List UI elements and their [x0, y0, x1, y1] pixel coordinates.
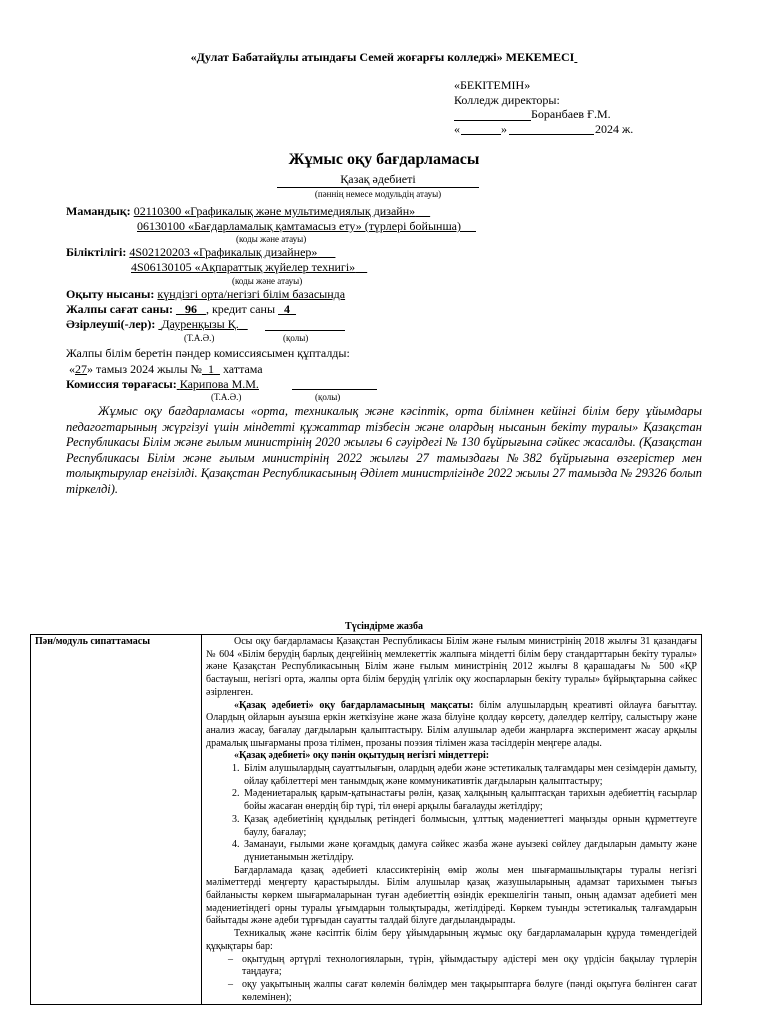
qualification-caption: (коды және атауы) — [232, 276, 303, 286]
tasks-heading: «Қазақ әдебиеті» оқу пәнін оқытудың негізгі міндеттері: — [234, 750, 490, 762]
hours-row: Жалпы сағат саны: 96 , кредит саны 4 — [66, 302, 291, 316]
list-item: 3. Қазақ әдебиетінің құндылық ретіндегі болмысын, ұлттық мәдениеттегі маңызды орнын құрметтеуге баулу, бағалау; — [242, 814, 697, 839]
director-name: Боранбаев Ғ.М. — [531, 107, 611, 121]
list-item: – оқу уақытының жалпы сағат көлемін бөлімдер мен тақырыптарға бөлуге (пәнді оқытуға бөлінген сағат көлемінен); — [228, 979, 697, 1004]
paragraph-rights: Техникалық және кәсіптік білім беру ұйымдарының жұмыс оқу бағдарламаларын құруда төмендегідей құқықтары бар: — [206, 928, 697, 952]
qualification-row-2: 4S06130105 «Ақпараттық жүйелер технигі» — [131, 260, 356, 274]
study-form-row: Оқыту нысаны: күндізгі орта/негізгі білім базасында — [66, 287, 346, 301]
specialty-caption: (коды және атауы) — [236, 234, 307, 244]
approve-date-close: » — [501, 122, 507, 136]
list-item: 1. Білім алушылардың сауаттылығын, олардың әдеби және эстетикалық талғамдары мен сезімдерін дамыту, ойлау қабілеттері мен танымдық және коммуникативтік дағдыларын қалыптастыру; — [242, 763, 697, 788]
approve-title: «БЕКІТЕМІН» — [454, 78, 531, 92]
qualification-row-1: Біліктілігі: 4S02120203 «Графикалық дизайнер» — [66, 245, 318, 259]
paragraph-basis: Осы оқу бағдарламасы Қазақстан Республикасы Білім және ғылым министрінің 2018 жылғы 31 қазандағы № 604 «Білім берудің барлық деңгейінің мемлекеттік жалпыға міндетті білім беру стандарттарын бекіту туралы» және Қазақстан Республикасының Білім және ғылым министрінің 2012 жылғы 8 қарашадағы № 500 «ҚР бастауыш, негізгі орта, жалпы орта білім берудің үлгілік оқу жоспарларын бекіту туралы» бұйрықтарына сәйкес әзірленген. — [206, 636, 697, 698]
developer-name-caption: (Т.А.Ә.) — [184, 333, 215, 343]
developer-sign-caption: (қолы) — [283, 333, 309, 343]
tasks-list — [206, 763, 697, 865]
chair-signature-line — [292, 389, 377, 390]
subject-underline — [277, 187, 479, 188]
table-content-cell — [202, 635, 702, 1005]
college-name: «Дулат Бабатайұлы атындағы Семей жоғарғы колледжі» МЕКЕМЕСІ — [190, 50, 575, 64]
approve-year: 2024 ж. — [595, 122, 634, 136]
approve-date-open: « — [454, 122, 460, 136]
rights-list — [206, 954, 697, 1005]
document-title: Жұмыс оқу бағдарламасы — [288, 151, 480, 168]
date-month-line — [509, 134, 594, 135]
paragraph-goal: «Қазақ әдебиеті» оқу бағдарламасының мақсаты: білім алушылардың креативті ойлауға бағыттау. Олардың ойларын ауызша еркін жеткізуіне және жаза білуіне қолдау көрсету, дәлелдер келтіру, салыстыру және анализ жасау, бағалау дағдыларын қалыптастыру. Білім алушылар әдеби жанрларға эксперимент жасау арқылы драмалық шығарманы проза тілімен, прозаны поэзия тілімен жаза тәсілдерін меңгере алады. — [206, 699, 697, 749]
specialty-row-1: Мамандық: 02110300 «Графикалық және мультимедиялық дизайн» — [66, 204, 416, 218]
subject-name: Қазақ әдебиеті — [340, 172, 416, 186]
list-item: 4. Заманауи, ғылыми және қоғамдық дамуға сәйкес жазба және ауызекі сөйлеу дағдыларын дамыту және дүниетанымын жетілдіру. — [242, 839, 697, 864]
table-left-header: Пән/модуль сипаттамасы — [31, 635, 202, 1005]
list-item: 2. Мәдениетаралық қарым-қатынастағы рөлін, қазақ халқының қалыптасқан тарихын әдебиеттің ғасырлар бойы жасаған өнердің бір түрі, тіл өнері арқылы бағалауды жетілдіру; — [242, 788, 697, 813]
date-day-line — [461, 134, 501, 135]
intro-paragraph: Жұмыс оқу бағдарламасы «орта, техникалық және кәсіптік, орта білімнен кейінгі білім беру ұйымдары педагогтарының жүргізуі үшін міндетті құжаттар тізбесін және олардың нысанын бекіту туралы» Қазақстан Республикасы Білім және ғылым министрінің 2020 жылғы 6 сәуірдегі № 130 бұйрығына сәйкес жасалды. (Қазақстан Республикасы Білім және ғылым министрінің 2022 жылғы 27 тамыздағы №382 бұйрығына өзгерістер мен толықтырулар енгізілді. Қазақстан Республикасының Әділет министрлігінде 2022 жылы 27 тамызда № 29326 болып тіркелді). — [66, 404, 703, 496]
commission-chair-row: Комиссия төрағасы: Карипова М.М. — [66, 377, 259, 391]
explanatory-title: Түсіндірме жазба — [345, 621, 423, 632]
commission-agreed: Жалпы білім беретін пәндер комиссиясымен құпталды: — [66, 346, 350, 360]
approve-position: Колледж директоры: — [454, 93, 560, 107]
signature-line — [454, 120, 531, 121]
paragraph-program: Бағдарламада қазақ әдебиеті классиктерінің өмір жолы мен шығармашылықтары туралы негізгі мәліметтерді меңгерту қарастырылды. Білім алушылар қазақ жазушыларының адамзат тарихымен тығыз байланысты көркем шығармаларынан туған әдебиеттің өзіндік ерекшелігін танып, оның адамзат әдебиеті мен мәдениетіндегі орны туралы ұғымдарын толықтырады, жетілдіреді. Көркем туынды эстетикалық талғамдарын байытады және әдеби тұрғыдан сауатты талдай білуге дағдыландырады. — [206, 864, 697, 927]
subject-caption: (пәннің немесе модульдің атауы) — [314, 189, 442, 199]
developer-row: Әзірлеуші(-лер): Дауренқызы Қ. — [66, 317, 239, 331]
commission-date-row: «27» тамыз 2024 жылы № 1 хаттама — [69, 362, 263, 376]
developer-signature-line — [265, 330, 345, 331]
chair-name-caption: (Т.А.Ә.) — [211, 392, 242, 402]
list-item: – оқытудың әртүрлі технологияларын, түрін, ұйымдастыру әдістері мен оқу үрдісін бақылау түрлерін таңдауға; — [228, 954, 697, 979]
specialty-row-2: 06130100 «Бағдарламалық қамтамасыз ету» (түрлері бойынша) — [137, 219, 461, 233]
explanatory-table — [30, 634, 702, 1005]
chair-sign-caption: (қолы) — [315, 392, 341, 402]
